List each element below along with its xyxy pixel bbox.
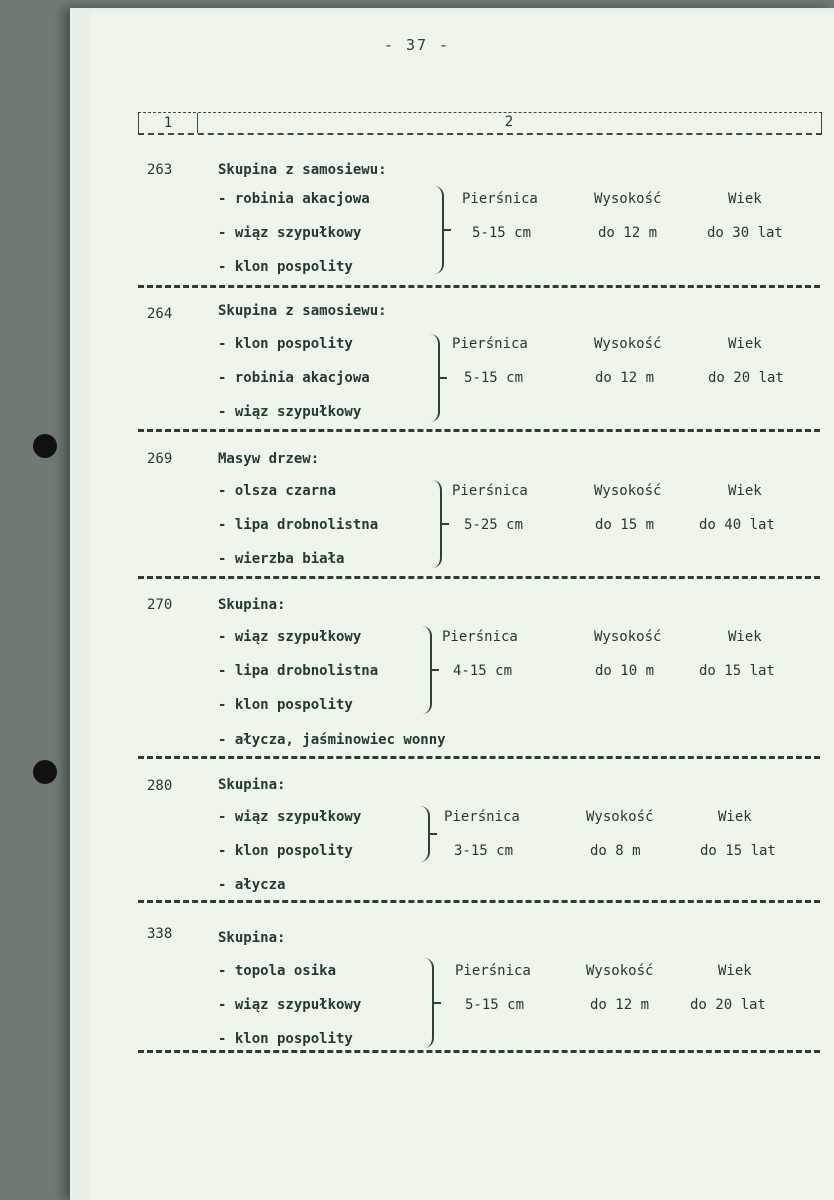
punch-hole-bottom [33,760,57,784]
species-item: - klon pospolity [218,259,353,275]
species-item: - wiąz szypułkowy [218,809,362,825]
entry-number: 264 [147,306,173,322]
species-item: - lipa drobnolistna [218,517,379,533]
entry-heading: Skupina z samosiewu: [218,303,387,319]
value-wysokosc: do 12 m [598,225,658,241]
row-separator [138,1050,820,1053]
label-piersnica: Pierśnica [455,963,531,979]
brace-icon [414,806,430,862]
entry-number: 263 [147,162,173,178]
value-wysokosc: do 8 m [590,843,641,859]
brace-icon [416,626,432,714]
label-wiek: Wiek [718,963,752,979]
entry-heading: Masyw drzew: [218,451,320,467]
species-item: - ałycza, jaśminowiec wonny [218,732,446,748]
species-item: - robinia akacjowa [218,191,370,207]
label-wysokosc: Wysokość [594,629,662,645]
label-wysokosc: Wysokość [594,336,662,352]
label-wiek: Wiek [728,483,762,499]
value-wysokosc: do 15 m [595,517,655,533]
entry-number: 280 [147,778,173,794]
value-wysokosc: do 12 m [595,370,655,386]
species-item: - topola osika [218,963,337,979]
label-wysokosc: Wysokość [586,809,654,825]
value-piersnica: 5-25 cm [464,517,524,533]
row-separator [138,429,820,432]
label-wiek: Wiek [728,336,762,352]
column-2-label: 2 [504,114,514,130]
value-piersnica: 5-15 cm [464,370,524,386]
entry-number: 338 [147,926,173,942]
value-wysokosc: do 10 m [595,663,655,679]
entry-number: 270 [147,597,173,613]
label-wysokosc: Wysokość [594,483,662,499]
entry-heading: Skupina z samosiewu: [218,162,387,178]
species-item: - wierzba biała [218,551,345,567]
species-item: - wiąz szypułkowy [218,404,362,420]
label-wysokosc: Wysokość [594,191,662,207]
label-piersnica: Pierśnica [452,336,528,352]
species-item: - klon pospolity [218,336,353,352]
species-item: - lipa drobnolistna [218,663,379,679]
entry-number: 269 [147,451,173,467]
value-wiek: do 20 lat [708,370,784,386]
species-item: - robinia akacjowa [218,370,370,386]
punch-hole-top [33,434,57,458]
species-item: - olsza czarna [218,483,337,499]
row-separator [138,576,820,579]
entry-heading: Skupina: [218,597,286,613]
value-piersnica: 3-15 cm [454,843,514,859]
label-piersnica: Pierśnica [442,629,518,645]
value-wiek: do 15 lat [699,663,775,679]
value-piersnica: 5-15 cm [472,225,532,241]
row-separator [138,900,820,903]
species-item: - ałycza [218,877,286,893]
species-item: - klon pospolity [218,843,353,859]
species-item: - wiąz szypułkowy [218,997,362,1013]
label-piersnica: Pierśnica [452,483,528,499]
label-wiek: Wiek [728,629,762,645]
value-wiek: do 20 lat [690,997,766,1013]
column-1-label: 1 [139,113,198,133]
value-wysokosc: do 12 m [590,997,650,1013]
species-item: - klon pospolity [218,1031,353,1047]
value-wiek: do 40 lat [699,517,775,533]
label-wiek: Wiek [728,191,762,207]
entry-heading: Skupina: [218,930,286,946]
row-separator [138,285,820,288]
value-wiek: do 15 lat [700,843,776,859]
brace-icon [424,334,440,422]
label-wiek: Wiek [718,809,752,825]
species-item: - wiąz szypułkowy [218,629,362,645]
column-header [138,112,822,135]
brace-icon [426,480,442,568]
species-item: - klon pospolity [218,697,353,713]
page-number: - 37 - [383,36,451,54]
brace-icon [418,958,434,1048]
entry-heading: Skupina: [218,777,286,793]
value-piersnica: 4-15 cm [453,663,513,679]
label-piersnica: Pierśnica [462,191,538,207]
species-item: - wiąz szypułkowy [218,225,362,241]
label-wysokosc: Wysokość [586,963,654,979]
label-piersnica: Pierśnica [444,809,520,825]
value-piersnica: 5-15 cm [465,997,525,1013]
value-wiek: do 30 lat [707,225,783,241]
row-separator [138,756,820,759]
brace-icon [428,186,444,274]
